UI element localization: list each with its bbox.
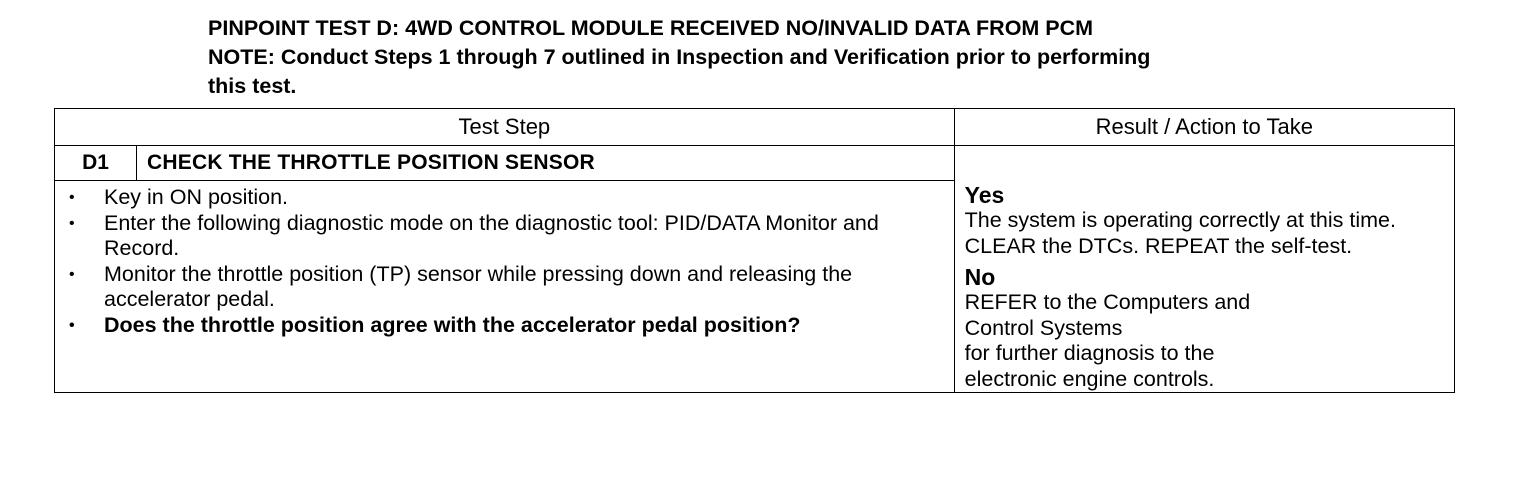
list-item: • Key in ON position. (55, 185, 954, 211)
list-item: • Does the throttle position agree with the accelerator pedal position? (55, 313, 954, 339)
yes-label: Yes (964, 182, 1005, 208)
no-text-line-1: REFER to the Computers and (964, 290, 1251, 314)
step-instructions-cell (55, 181, 955, 393)
list-item: • Monitor the throttle position (TP) sensor while pressing down and releasing the accelerator pedal. (55, 262, 954, 313)
table-header-row (55, 109, 1455, 146)
result-action-header: Result / Action to Take (954, 109, 1454, 146)
result-cell (954, 146, 1454, 393)
no-text-line-2: Control Systems (964, 315, 1123, 340)
step-instructions-list (55, 181, 954, 350)
test-note-line-2: this test. (208, 74, 297, 98)
list-item: • Enter the following diagnostic mode on the diagnostic tool: PID/DATA Monitor and Record. (55, 211, 954, 262)
test-title: PINPOINT TEST D: 4WD CONTROL MODULE RECEIVED NO/INVALID DATA FROM PCM (208, 16, 1094, 40)
no-text-line-4: electronic engine controls. (964, 366, 1215, 391)
yes-text: The system is operating correctly at this time. CLEAR the DTCs. REPEAT the self-test. (964, 208, 1396, 258)
test-step-header: Test Step (55, 109, 955, 146)
pinpoint-test-heading (208, 14, 1308, 101)
step-title-row (55, 146, 1455, 181)
step-id: D1 (55, 146, 137, 181)
no-label: No (964, 264, 996, 290)
no-text-line-3: for further diagnosis to the (964, 341, 1215, 365)
test-note-line-1: NOTE: Conduct Steps 1 through 7 outlined in Inspection and Verification prior to performing (208, 45, 1151, 69)
step-title: CHECK THE THROTTLE POSITION SENSOR (137, 146, 955, 181)
pinpoint-test-table (54, 108, 1455, 393)
